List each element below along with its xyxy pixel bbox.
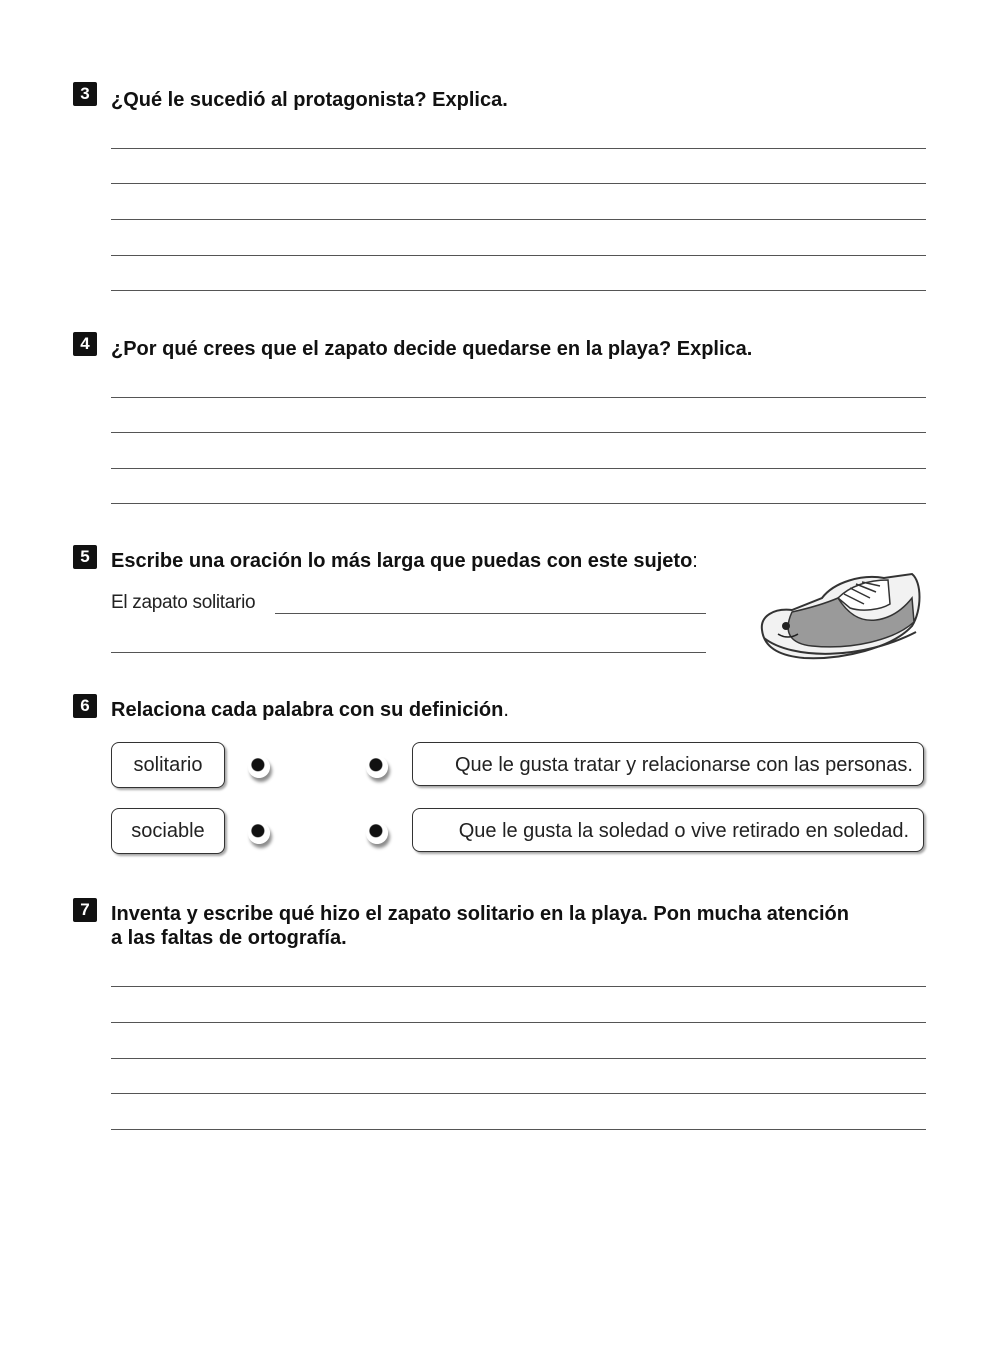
match-definition-2: Que le gusta la soledad o vive retirado en soledad. [412, 808, 924, 852]
question-number-7: 7 [73, 898, 97, 922]
answer-line[interactable] [111, 1058, 926, 1059]
question-6-text: Relaciona cada palabra con su definición [111, 699, 504, 721]
match-dot-left[interactable] [248, 822, 270, 844]
answer-line[interactable] [111, 290, 926, 291]
question-6-suffix: . [503, 699, 509, 721]
answer-line[interactable] [111, 1093, 926, 1094]
answer-line[interactable] [111, 986, 926, 987]
answer-line[interactable] [111, 503, 926, 504]
question-number-4: 4 [73, 332, 97, 356]
match-word-sociable: sociable [111, 808, 225, 854]
question-number-6: 6 [73, 694, 97, 718]
sentence-answer-line[interactable] [111, 652, 706, 653]
match-dot-left[interactable] [248, 756, 270, 778]
question-5-suffix: : [692, 550, 698, 572]
question-4-text: ¿Por qué crees que el zapato decide quedarse en la playa? Explica. [111, 338, 753, 360]
shoe-illustration [752, 568, 924, 668]
answer-line[interactable] [111, 219, 926, 220]
question-5-heading [111, 549, 698, 573]
answer-line[interactable] [111, 397, 926, 398]
match-word-solitario: solitario [111, 742, 225, 788]
answer-line[interactable] [111, 255, 926, 256]
match-dot-right[interactable] [366, 756, 388, 778]
answer-line[interactable] [111, 148, 926, 149]
answer-line[interactable] [111, 1129, 926, 1130]
sentence-answer-line[interactable] [275, 613, 706, 614]
answer-line[interactable] [111, 183, 926, 184]
answer-line[interactable] [111, 432, 926, 433]
question-number-5: 5 [73, 545, 97, 569]
answer-line[interactable] [111, 468, 926, 469]
question-5-text: Escribe una oración lo más larga que puedas con este sujeto [111, 550, 693, 572]
match-definition-1: Que le gusta tratar y relacionarse con las personas. [412, 742, 924, 786]
answer-line[interactable] [111, 1022, 926, 1023]
question-7-text-continued: a las faltas de ortografía. [111, 927, 347, 949]
match-dot-right[interactable] [366, 822, 388, 844]
question-3-text: ¿Qué le sucedió al protagonista? Explica. [111, 89, 508, 111]
question-7-text: Inventa y escribe qué hizo el zapato solitario en la playa. Pon mucha atención [111, 903, 849, 925]
sentence-subject-prefix: El zapato solitario [111, 592, 256, 613]
question-6-heading [111, 698, 509, 722]
question-number-3: 3 [73, 82, 97, 106]
